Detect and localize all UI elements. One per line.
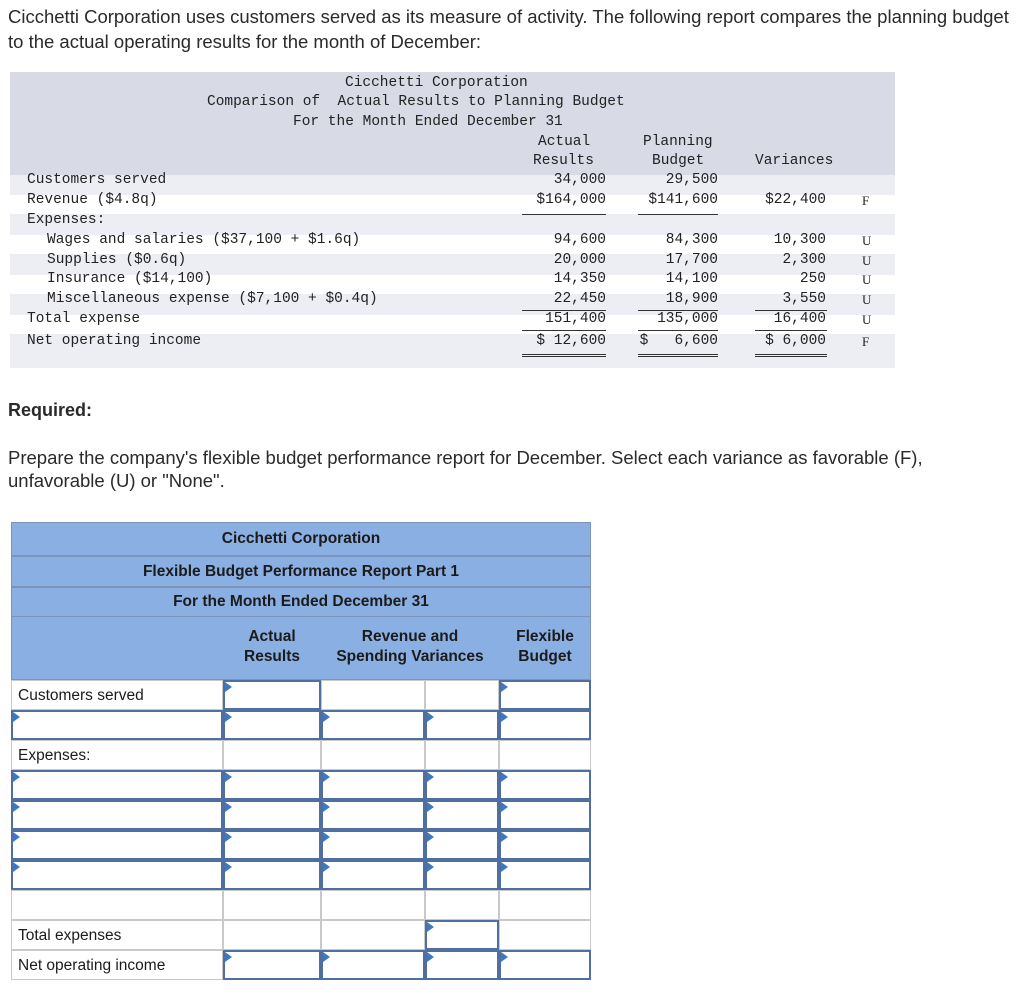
blank-cell — [223, 740, 321, 770]
row-variance: $22,400 — [765, 192, 826, 208]
flex-period: For the Month Ended December 31 — [11, 587, 591, 617]
expense-flexible-input[interactable] — [499, 800, 591, 830]
expense-actual-input[interactable] — [223, 770, 321, 800]
col-actual-line1: Actual — [538, 134, 591, 150]
noi-flexible-input[interactable] — [499, 950, 591, 980]
underline — [755, 330, 827, 331]
blank-cell — [499, 740, 591, 770]
expense-actual-input[interactable] — [223, 860, 321, 890]
row-fu: U — [862, 233, 872, 248]
total-expenses-label: Total expenses — [18, 927, 122, 944]
blank-cell — [425, 890, 499, 920]
expense-actual-input[interactable] — [223, 800, 321, 830]
blank-cell — [321, 740, 425, 770]
row-label: Wages and salaries ($37,100 + $1.6q) — [47, 232, 361, 248]
revenue-fu-select[interactable] — [425, 710, 499, 740]
col-actual: Actual Results — [244, 628, 300, 665]
noi-variance-input[interactable] — [321, 950, 425, 980]
noi-fu-select[interactable] — [425, 950, 499, 980]
expense-flexible-input[interactable] — [499, 770, 591, 800]
row-label: Expenses: — [27, 212, 106, 228]
row-plan: $ 6,600 — [639, 333, 718, 349]
flex-subtitle: Flexible Budget Performance Report Part 1 — [11, 556, 591, 587]
blank-cell — [425, 740, 499, 770]
row-actual: 94,600 — [553, 232, 606, 248]
row-label: Revenue ($4.8q) — [27, 192, 158, 208]
report-period: For the Month Ended December 31 — [293, 114, 563, 130]
row-actual: $164,000 — [536, 192, 606, 208]
row-label: Miscellaneous expense ($7,100 + $0.4q) — [47, 291, 378, 307]
expense-label-select[interactable] — [11, 770, 223, 800]
revenue-variance-input[interactable] — [321, 710, 425, 740]
row-variance: 10,300 — [773, 232, 826, 248]
comparison-report — [10, 72, 895, 368]
col-actual-line2: Results — [533, 153, 594, 169]
double-underline — [522, 354, 606, 357]
flex-title: Cicchetti Corporation — [11, 522, 591, 556]
row-label: Net operating income — [27, 333, 202, 349]
row-plan: 14,100 — [665, 271, 718, 287]
intro-text: Cicchetti Corporation uses customers served as its measure of activity. The following report compares the planning budget to the actual operating results for the month of December: — [8, 6, 1009, 52]
row-actual: 20,000 — [553, 252, 606, 268]
blank-cell — [223, 890, 321, 920]
col-planning-line2: Budget — [652, 153, 705, 169]
underline — [522, 330, 606, 331]
expense-variance-input[interactable] — [321, 860, 425, 890]
row-actual: 14,350 — [553, 271, 606, 287]
customers-served-label: Customers served — [18, 687, 144, 704]
blank-cell — [321, 680, 425, 710]
expense-variance-input[interactable] — [321, 830, 425, 860]
row-label: Total expense — [27, 311, 141, 327]
row-variance: 16,400 — [773, 311, 826, 327]
expense-label-select[interactable] — [11, 830, 223, 860]
row-actual: 151,400 — [545, 311, 606, 327]
total-flexible-cell — [499, 920, 591, 950]
row-fu: F — [862, 334, 870, 349]
instructions: Prepare the company's flexible budget performance report for December. Select each variance as favorable (F), unfavorable (U) or "None". — [8, 447, 923, 491]
customers-actual-input[interactable] — [223, 680, 321, 710]
underline — [638, 214, 718, 215]
customers-flexible-input[interactable] — [499, 680, 591, 710]
expense-flexible-input[interactable] — [499, 860, 591, 890]
expense-variance-input[interactable] — [321, 770, 425, 800]
expense-fu-select[interactable] — [425, 830, 499, 860]
row-variance: 3,550 — [782, 291, 826, 307]
total-fu-select[interactable] — [425, 920, 499, 950]
revenue-flexible-input[interactable] — [499, 710, 591, 740]
underline — [755, 310, 827, 311]
flexible-budget-table — [11, 522, 591, 984]
row-actual: 34,000 — [553, 172, 606, 188]
double-underline — [755, 354, 827, 357]
row-fu: U — [862, 312, 872, 327]
underline — [522, 310, 606, 311]
row-label-cell — [11, 950, 223, 980]
row-plan: 84,300 — [665, 232, 718, 248]
row-label: Supplies ($0.6q) — [47, 252, 187, 268]
net-operating-income-label: Net operating income — [18, 957, 166, 974]
report-title: Cicchetti Corporation — [345, 75, 528, 91]
row-fu: U — [862, 272, 872, 287]
row-plan: 17,700 — [665, 252, 718, 268]
expense-actual-input[interactable] — [223, 830, 321, 860]
report-subtitle: Comparison of Actual Results to Planning Budget — [207, 94, 625, 110]
expense-label-select[interactable] — [11, 800, 223, 830]
row-variance: 250 — [799, 271, 826, 287]
row-actual: 22,450 — [553, 291, 606, 307]
flex-column-header — [11, 616, 591, 680]
double-underline — [638, 354, 718, 357]
revenue-label-select[interactable] — [11, 710, 223, 740]
expense-label-select[interactable] — [11, 860, 223, 890]
underline — [522, 214, 606, 215]
total-actual-cell — [223, 920, 321, 950]
blank-cell — [11, 890, 223, 920]
expense-flexible-input[interactable] — [499, 830, 591, 860]
row-fu: F — [862, 193, 870, 208]
row-plan: $141,600 — [648, 192, 718, 208]
row-actual: $ 12,600 — [536, 333, 606, 349]
revenue-actual-input[interactable] — [223, 710, 321, 740]
expenses-label: Expenses: — [18, 747, 91, 764]
required-heading: Required: — [8, 400, 93, 420]
row-label-cell — [11, 680, 223, 710]
total-variance-cell — [321, 920, 425, 950]
row-label-cell — [11, 740, 223, 770]
row-fu: U — [862, 292, 872, 307]
blank-cell — [321, 890, 425, 920]
row-label: Customers served — [27, 172, 167, 188]
col-planning-line1: Planning — [643, 134, 713, 150]
blank-cell — [425, 680, 499, 710]
row-variance: 2,300 — [782, 252, 826, 268]
blank-cell — [499, 890, 591, 920]
row-label-cell — [11, 920, 223, 950]
col-revenue-spending-variances: Revenue and Spending Variances — [336, 628, 484, 665]
row-variance: $ 6,000 — [765, 333, 826, 349]
row-fu: U — [862, 253, 872, 268]
row-label: Insurance ($14,100) — [47, 271, 213, 287]
expense-fu-select[interactable] — [425, 800, 499, 830]
row-plan: 18,900 — [665, 291, 718, 307]
row-plan: 29,500 — [665, 172, 718, 188]
underline — [638, 310, 718, 311]
expense-fu-select[interactable] — [425, 860, 499, 890]
col-variances: Variances — [755, 153, 834, 169]
row-plan: 135,000 — [657, 311, 718, 327]
col-flexible-budget: Flexible Budget — [516, 628, 574, 665]
expense-fu-select[interactable] — [425, 770, 499, 800]
noi-actual-input[interactable] — [223, 950, 321, 980]
underline — [638, 330, 718, 331]
expense-variance-input[interactable] — [321, 800, 425, 830]
